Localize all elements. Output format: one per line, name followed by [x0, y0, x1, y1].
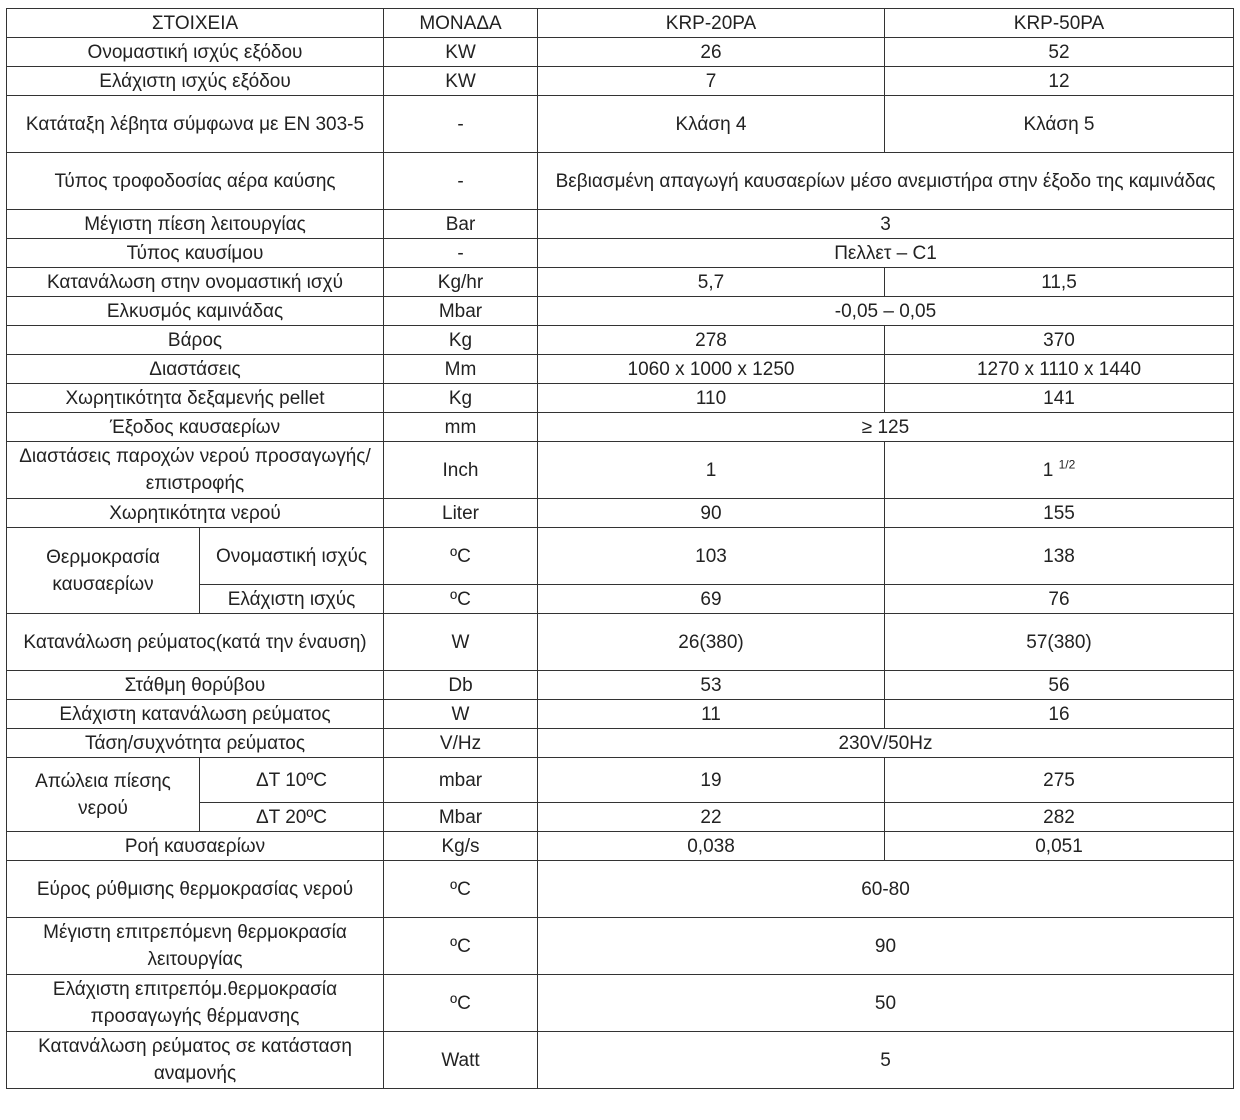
value-shared: Πελλετ – C1	[538, 239, 1234, 268]
table-row	[7, 729, 1234, 758]
row-unit: mbar	[384, 758, 538, 803]
row-unit: ºC	[384, 918, 538, 975]
table-row	[7, 96, 1234, 153]
row-unit: -	[384, 239, 538, 268]
value-model-b: 11,5	[885, 268, 1234, 297]
row-unit: Mbar	[384, 297, 538, 326]
row-unit: Bar	[384, 210, 538, 239]
row-label: Ροή καυσαερίων	[7, 832, 384, 861]
row-unit: Mbar	[384, 803, 538, 832]
row-label: Τύπος τροφοδοσίας αέρα καύσης	[7, 153, 384, 210]
row-label: Ελκυσμός καμινάδας	[7, 297, 384, 326]
row-label: Τάση/συχνότητα ρεύματος	[7, 729, 384, 758]
row-label: Χωρητικότητα νερού	[7, 499, 384, 528]
table-row	[7, 153, 1234, 210]
group-label: Απώλεια πίεσης νερού	[7, 758, 200, 832]
value-shared: 60-80	[538, 861, 1234, 918]
value-model-a: 110	[538, 384, 885, 413]
row-unit: -	[384, 96, 538, 153]
table-row	[7, 499, 1234, 528]
row-unit: -	[384, 153, 538, 210]
value-shared: 5	[538, 1032, 1234, 1089]
sub-label: Ελάχιστη ισχύς	[200, 585, 384, 614]
table-row	[7, 758, 1234, 803]
row-label: Ονομαστική ισχύς εξόδου	[7, 38, 384, 67]
row-unit: Kg/s	[384, 832, 538, 861]
header-model-a: KRP-20PA	[538, 9, 885, 38]
row-label: Κατανάλωση ρεύματος(κατά την έναυση)	[7, 614, 384, 671]
row-unit: Kg/hr	[384, 268, 538, 297]
header-row	[7, 9, 1234, 38]
value-model-b: 52	[885, 38, 1234, 67]
value-model-a: Κλάση 4	[538, 96, 885, 153]
row-unit: ºC	[384, 585, 538, 614]
table-row	[7, 700, 1234, 729]
table-row	[7, 239, 1234, 268]
value-model-b: 155	[885, 499, 1234, 528]
value-model-b: 76	[885, 585, 1234, 614]
value-model-a: 5,7	[538, 268, 885, 297]
row-label: Κατανάλωση στην ονομαστική ισχύ	[7, 268, 384, 297]
row-label: Χωρητικότητα δεξαμενής pellet	[7, 384, 384, 413]
table-row	[7, 384, 1234, 413]
value-model-b: 57(380)	[885, 614, 1234, 671]
value-model-b: 370	[885, 326, 1234, 355]
sub-label: ΔT 10ºC	[200, 758, 384, 803]
value-model-b: Κλάση 5	[885, 96, 1234, 153]
table-row	[7, 210, 1234, 239]
value-model-a: 53	[538, 671, 885, 700]
value-shared: 50	[538, 975, 1234, 1032]
value-model-a: 7	[538, 67, 885, 96]
row-unit: Kg	[384, 384, 538, 413]
table-row	[7, 1032, 1234, 1089]
row-label: Μέγιστη επιτρεπόμενη θερμοκρασία λειτουργίας	[7, 918, 384, 975]
value-model-b: 275	[885, 758, 1234, 803]
value-model-a: 19	[538, 758, 885, 803]
value-shared: Βεβιασμένη απαγωγή καυσαερίων μέσο ανεμιστήρα στην έξοδο της καμινάδας	[538, 153, 1234, 210]
sub-label: ΔT 20ºC	[200, 803, 384, 832]
row-label: Τύπος καυσίμου	[7, 239, 384, 268]
row-unit: Mm	[384, 355, 538, 384]
value-model-a: 69	[538, 585, 885, 614]
value-model-b: 16	[885, 700, 1234, 729]
row-unit: KW	[384, 67, 538, 96]
table-row	[7, 671, 1234, 700]
row-label: Διαστάσεις	[7, 355, 384, 384]
table-row	[7, 528, 1234, 585]
row-label: Ελάχιστη ισχύς εξόδου	[7, 67, 384, 96]
value-model-a: 1060 x 1000 x 1250	[538, 355, 885, 384]
value-model-a: 0,038	[538, 832, 885, 861]
row-label: Ελάχιστη κατανάλωση ρεύματος	[7, 700, 384, 729]
row-label: Κατανάλωση ρεύματος σε κατάσταση αναμονής	[7, 1032, 384, 1089]
value-shared: 230V/50Hz	[538, 729, 1234, 758]
table-row	[7, 918, 1234, 975]
value-model-b: 141	[885, 384, 1234, 413]
row-unit: V/Hz	[384, 729, 538, 758]
table-row	[7, 861, 1234, 918]
table-row	[7, 67, 1234, 96]
value-main: 1	[1042, 459, 1054, 481]
value-model-b: 12	[885, 67, 1234, 96]
row-label: Μέγιστη πίεση λειτουργίας	[7, 210, 384, 239]
header-unit: ΜΟΝΑΔΑ	[384, 9, 538, 38]
value-model-a: 278	[538, 326, 885, 355]
value-fraction: 1/2	[1058, 457, 1076, 472]
specs-table	[6, 8, 1234, 1089]
row-unit: Kg	[384, 326, 538, 355]
value-model-b: 56	[885, 671, 1234, 700]
table-row	[7, 297, 1234, 326]
value-shared: 3	[538, 210, 1234, 239]
row-unit: W	[384, 700, 538, 729]
value-model-a: 26	[538, 38, 885, 67]
value-shared: -0,05 – 0,05	[538, 297, 1234, 326]
row-unit: Liter	[384, 499, 538, 528]
row-label: Κατάταξη λέβητα σύμφωνα με EN 303-5	[7, 96, 384, 153]
row-label: Έξοδος καυσαερίων	[7, 413, 384, 442]
row-unit: W	[384, 614, 538, 671]
row-label: Στάθμη θορύβου	[7, 671, 384, 700]
row-label: Ελάχιστη επιτρεπόμ.θερμοκρασία προσαγωγής θέρμανσης	[7, 975, 384, 1032]
table-row	[7, 268, 1234, 297]
table-row	[7, 614, 1234, 671]
row-unit: mm	[384, 413, 538, 442]
table-row	[7, 975, 1234, 1032]
row-unit: Inch	[384, 442, 538, 499]
value-model-a: 103	[538, 528, 885, 585]
table-row	[7, 38, 1234, 67]
value-model-b: 138	[885, 528, 1234, 585]
value-model-a: 90	[538, 499, 885, 528]
value-model-a: 1	[538, 442, 885, 499]
header-model-b: KRP-50PA	[885, 9, 1234, 38]
row-unit: Db	[384, 671, 538, 700]
value-model-b: 282	[885, 803, 1234, 832]
value-shared: ≥ 125	[538, 413, 1234, 442]
row-label: Βάρος	[7, 326, 384, 355]
row-label: Διαστάσεις παροχών νερού προσαγωγής/επιστροφής	[7, 442, 384, 499]
table-row	[7, 442, 1234, 499]
row-label: Εύρος ρύθμισης θερμοκρασίας νερού	[7, 861, 384, 918]
value-shared: 90	[538, 918, 1234, 975]
row-unit: ºC	[384, 975, 538, 1032]
value-model-a: 11	[538, 700, 885, 729]
row-unit: KW	[384, 38, 538, 67]
table-row	[7, 413, 1234, 442]
group-label: Θερμοκρασία καυσαερίων	[7, 528, 200, 614]
row-unit: ºC	[384, 861, 538, 918]
row-unit: Watt	[384, 1032, 538, 1089]
table-row	[7, 355, 1234, 384]
sub-label: Ονομαστική ισχύς	[200, 528, 384, 585]
header-param: ΣΤΟΙΧΕΙΑ	[7, 9, 384, 38]
value-model-b: 1270 x 1110 x 1440	[885, 355, 1234, 384]
table-row	[7, 832, 1234, 861]
value-model-a: 22	[538, 803, 885, 832]
value-model-a: 26(380)	[538, 614, 885, 671]
row-unit: ºC	[384, 528, 538, 585]
value-model-b	[885, 442, 1234, 499]
table-row	[7, 326, 1234, 355]
value-model-b: 0,051	[885, 832, 1234, 861]
